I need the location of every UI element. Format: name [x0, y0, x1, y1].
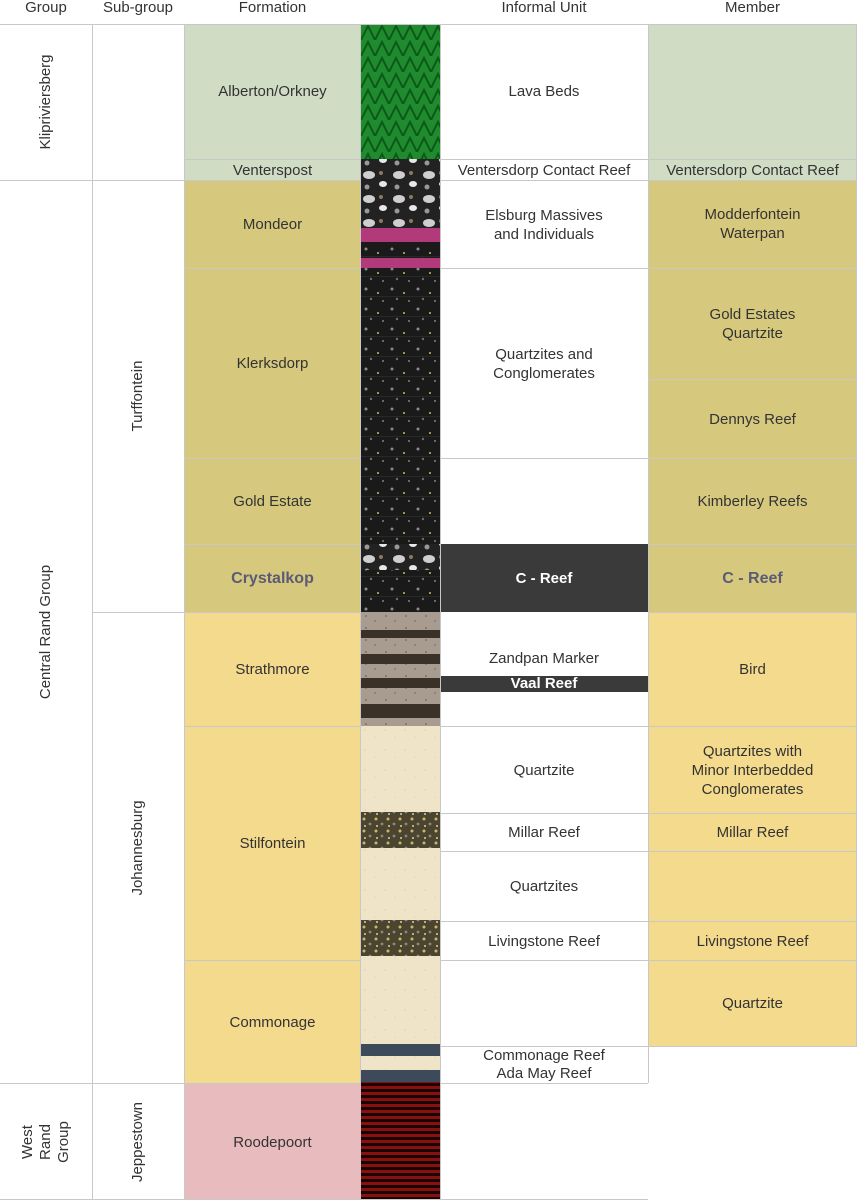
member-quartzite: Quartzite — [648, 960, 857, 1046]
informal-ventersdorp-contact-reef: Ventersdorp Contact Reef — [440, 159, 648, 180]
member-blank — [648, 851, 857, 921]
formation-crystalkop: Crystalkop — [184, 544, 361, 612]
formation-klerksdorp: Klerksdorp — [184, 268, 361, 458]
formation-strathmore: Strathmore — [184, 612, 361, 726]
gridline — [648, 24, 649, 1083]
informal-blank-4 — [440, 1083, 648, 1200]
informal-quartzites: Quartzites — [440, 851, 648, 921]
member-gold-estates-quartzite: Gold Estates Quartzite — [648, 268, 857, 379]
header-subgroup: Sub-group — [102, 0, 174, 16]
informal-elsburg: Elsburg Massives and Individuals — [440, 180, 648, 268]
member-livingstone-reef: Livingstone Reef — [648, 921, 857, 960]
formation-alberton-orkney: Alberton/Orkney — [184, 24, 361, 159]
member-lava-blank — [648, 24, 857, 159]
member-ventersdorp-contact-reef: Ventersdorp Contact Reef — [648, 159, 857, 180]
informal-quartzite: Quartzite — [440, 726, 648, 813]
member-modderfontein-waterpan: Modderfontein Waterpan — [648, 180, 857, 268]
informal-blank — [440, 458, 648, 544]
informal-commonage-reef: Commonage Reef Ada May Reef — [440, 1046, 648, 1083]
gridline — [440, 24, 441, 1200]
informal-vaal-reef: Vaal Reef — [440, 676, 648, 692]
member-dennys-reef: Dennys Reef — [648, 379, 857, 458]
header-group: Group — [25, 0, 67, 16]
member-kimberley-reefs: Kimberley Reefs — [648, 458, 857, 544]
informal-blank-2 — [440, 692, 648, 726]
informal-zandpan-marker: Zandpan Marker — [440, 612, 648, 676]
gridline — [0, 180, 184, 181]
subgroup-jeppestown: Jeppestown — [129, 1101, 146, 1182]
gridline — [92, 612, 184, 613]
formation-roodepoort: Roodepoort — [184, 1083, 361, 1200]
subgroup-johannesburg: Johannesburg — [129, 799, 146, 896]
group-west-rand: West Rand Group — [19, 1120, 72, 1163]
member-c-reef: C - Reef — [648, 544, 857, 612]
group-klipriviersberg: Klipriviersberg — [37, 54, 54, 150]
gridline — [360, 24, 361, 1200]
member-bird: Bird — [648, 612, 857, 726]
formation-stilfontein: Stilfontein — [184, 726, 361, 960]
member-quartzites-minor-conglomerates: Quartzites with Minor Interbedded Conglomerates — [648, 726, 857, 813]
informal-lava-beds: Lava Beds — [440, 24, 648, 159]
informal-blank-3 — [440, 960, 648, 1046]
header-member: Member — [724, 0, 780, 16]
informal-quartzites-conglomerates: Quartzites and Conglomerates — [440, 268, 648, 458]
gridline — [184, 24, 185, 1200]
gridline — [648, 1046, 857, 1047]
informal-millar-reef: Millar Reef — [440, 813, 648, 851]
gridline — [0, 24, 857, 25]
informal-livingstone-reef: Livingstone Reef — [440, 921, 648, 960]
lithology-column — [361, 24, 440, 1200]
informal-c-reef: C - Reef — [440, 544, 648, 612]
formation-venterspost: Venterspost — [184, 159, 361, 180]
header-formation: Formation — [238, 0, 307, 16]
formation-commonage: Commonage — [184, 960, 361, 1083]
formation-mondeor: Mondeor — [184, 180, 361, 268]
gridline — [440, 1083, 648, 1084]
member-millar-reef: Millar Reef — [648, 813, 857, 851]
subgroup-turffontein: Turffontein — [129, 360, 146, 432]
formation-gold-estate: Gold Estate — [184, 458, 361, 544]
header-informal-unit: Informal Unit — [501, 0, 587, 16]
gridline — [0, 1083, 184, 1084]
group-central-rand: Central Rand Group — [37, 564, 54, 699]
